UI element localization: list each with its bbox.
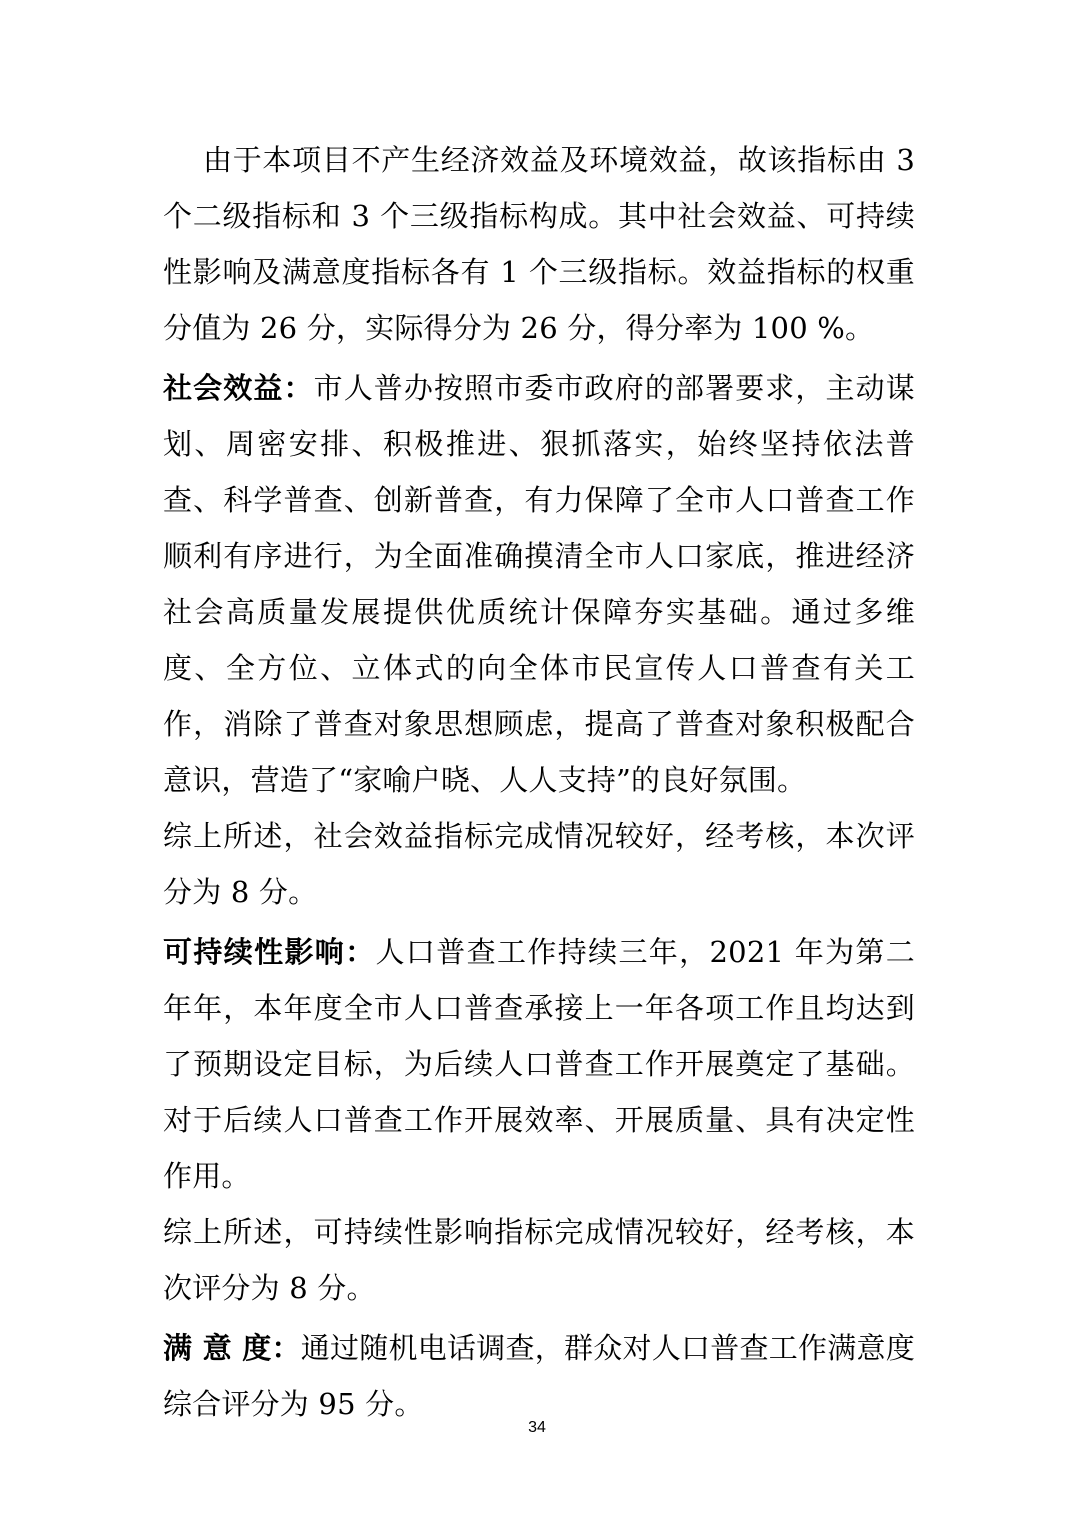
paragraph-benefit-overview: [163, 132, 915, 356]
section-heading-social-benefit: 社会效益：: [163, 371, 314, 405]
paragraph-text: 综上所述，可持续性影响指标完成情况较好，经考核，本次评分为 8 分。: [163, 1215, 915, 1305]
paragraph-sustainability: [163, 924, 915, 1204]
paragraph-text: 市人普办按照市委市政府的部署要求，主动谋划、周密安排、积极推进、狠抓落实，始终坚持依法普查、科学普查、创新普查，有力保障了全市人口普查工作顺利有序进行，为全面准确摸清全市人口家底，推进经济社会高质量发展提供优质统计保障夯实基础。通过多维度、全方位、立体式的向全体市民宣传人口普查有关工作，消除了普查对象思想顾虑，提高了普查对象积极配合意识，营造了“家喻户晓、人人支持”的良好氛围。: [163, 371, 915, 797]
section-heading-sustainability: 可持续性影响：: [163, 935, 376, 969]
paragraph-social-benefit: [163, 360, 915, 808]
paragraph-text: 通过随机电话调查，群众对人口普查工作满意度综合评分为 95 分。: [163, 1331, 915, 1421]
paragraph-satisfaction: [163, 1320, 915, 1432]
paragraph-text: 综上所述，社会效益指标完成情况较好，经考核，本次评分为 8 分。: [163, 819, 915, 909]
paragraph-text: 由于本项目不产生经济效益及环境效益，故该指标由 3 个二级指标和 3 个三级指标构成。其中社会效益、可持续性影响及满意度指标各有 1 个三级指标。效益指标的权重分值为 26 分，实际得分为 26 分，得分率为 100 %。: [163, 143, 915, 345]
document-body: [163, 132, 915, 1432]
section-heading-satisfaction: 满 意 度：: [163, 1331, 301, 1365]
paragraph-social-benefit-summary: [163, 808, 915, 920]
page-number: 34: [528, 1419, 546, 1436]
paragraph-sustainability-summary: [163, 1204, 915, 1316]
paragraph-text: 人口普查工作持续三年，2021 年为第二年年，本年度全市人口普查承接上一年各项工作且均达到了预期设定目标，为后续人口普查工作开展奠定了基础。对于后续人口普查工作开展效率、开展质量、具有决定性作用。: [163, 935, 915, 1193]
